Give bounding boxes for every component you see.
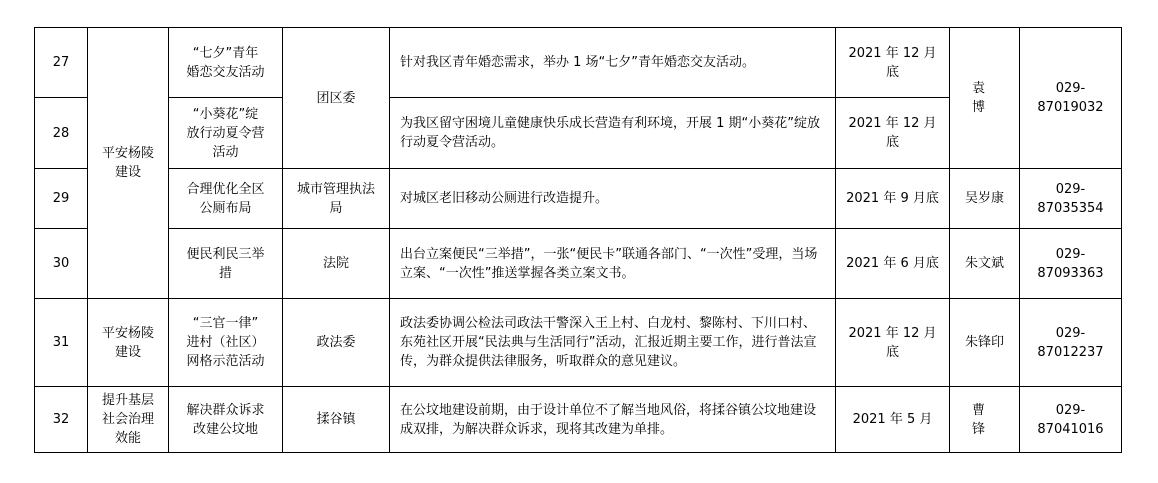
time-cell: 2021 年 12 月底	[836, 28, 950, 98]
category-text: 提升基层 社会治理 效能	[101, 393, 154, 446]
category-cell	[88, 299, 169, 387]
project-cell	[169, 229, 283, 299]
phone-cell: 029-87035354	[1020, 169, 1122, 229]
time-cell: 2021 年 5 月	[836, 387, 950, 453]
dept-cell	[283, 169, 390, 229]
project-name: 便民利民三举 措	[186, 246, 265, 281]
time-cell: 2021 年 12 月底	[836, 299, 950, 387]
project-name: 合理优化全区 公厕布局	[186, 181, 265, 216]
row-number: 27	[35, 28, 88, 98]
category-text: 平安杨陵 建设	[101, 146, 154, 180]
table-row	[35, 28, 1122, 98]
content-cell: 针对我区青年婚恋需求，举办 1 场“七夕”青年婚恋交友活动。	[390, 28, 836, 98]
row-number: 31	[35, 299, 88, 387]
dept-cell: 法院	[283, 229, 390, 299]
project-name: “三官一律” 进村（社区） 网格示范活动	[186, 316, 265, 369]
phone-cell: 029-87012237	[1020, 299, 1122, 387]
person-name: 袁 博	[971, 81, 997, 115]
time-cell: 2021 年 12 月底	[836, 98, 950, 169]
time-cell: 2021 年 9 月底	[836, 169, 950, 229]
table-row	[35, 229, 1122, 299]
person-cell	[950, 387, 1020, 453]
table-row	[35, 299, 1122, 387]
row-number: 32	[35, 387, 88, 453]
time-cell: 2021 年 6 月底	[836, 229, 950, 299]
table-row	[35, 169, 1122, 229]
content-cell: 政法委协调公检法司政法干警深入王上村、白龙村、黎陈村、下川口村、东苑社区开展“民法典与生活同行”活动，汇报近期主要工作，进行普法宣传，为群众提供法律服务，听取群众的意见建议。	[390, 299, 836, 387]
row-number: 30	[35, 229, 88, 299]
category-cell	[88, 28, 169, 299]
project-cell	[169, 28, 283, 98]
person-cell: 朱锋印	[950, 299, 1020, 387]
category-cell	[88, 387, 169, 453]
content-cell: 在公坟地建设前期，由于设计单位不了解当地风俗，将揉谷镇公坟地建设成双排，为解决群众诉求，现将其改建为单排。	[390, 387, 836, 453]
project-cell	[169, 98, 283, 169]
dept-name: 城市管理执法 局	[296, 181, 375, 216]
person-cell: 吴岁康	[950, 169, 1020, 229]
project-cell	[169, 387, 283, 453]
project-table	[34, 27, 1122, 453]
content-cell: 为我区留守困境儿童健康快乐成长营造有利环境，开展 1 期“小葵花”绽放行动夏令营活动。	[390, 98, 836, 169]
row-number: 29	[35, 169, 88, 229]
project-cell	[169, 169, 283, 229]
person-cell: 朱文斌	[950, 229, 1020, 299]
table-row	[35, 387, 1122, 453]
phone-cell: 029-87041016	[1020, 387, 1122, 453]
row-number: 28	[35, 98, 88, 169]
phone-cell: 029-87093363	[1020, 229, 1122, 299]
project-name: “七夕”青年 婚恋交友活动	[186, 45, 265, 80]
dept-cell: 团区委	[283, 28, 390, 169]
phone-cell: 029-87019032	[1020, 28, 1122, 169]
person-cell	[950, 28, 1020, 169]
project-name: 解决群众诉求 改建公坟地	[186, 402, 265, 437]
dept-cell: 揉谷镇	[283, 387, 390, 453]
dept-cell: 政法委	[283, 299, 390, 387]
content-cell: 出台立案便民“三举措”，一张“便民卡”联通各部门、“一次性”受理，当场立案、“一次性”推送掌握各类立案文书。	[390, 229, 836, 299]
project-cell	[169, 299, 283, 387]
person-name: 曹 锋	[971, 402, 997, 437]
content-cell: 对城区老旧移动公厕进行改造提升。	[390, 169, 836, 229]
project-name: “小葵花”绽 放行动夏令营 活动	[186, 106, 265, 160]
category-text: 平安杨陵 建设	[101, 325, 154, 360]
